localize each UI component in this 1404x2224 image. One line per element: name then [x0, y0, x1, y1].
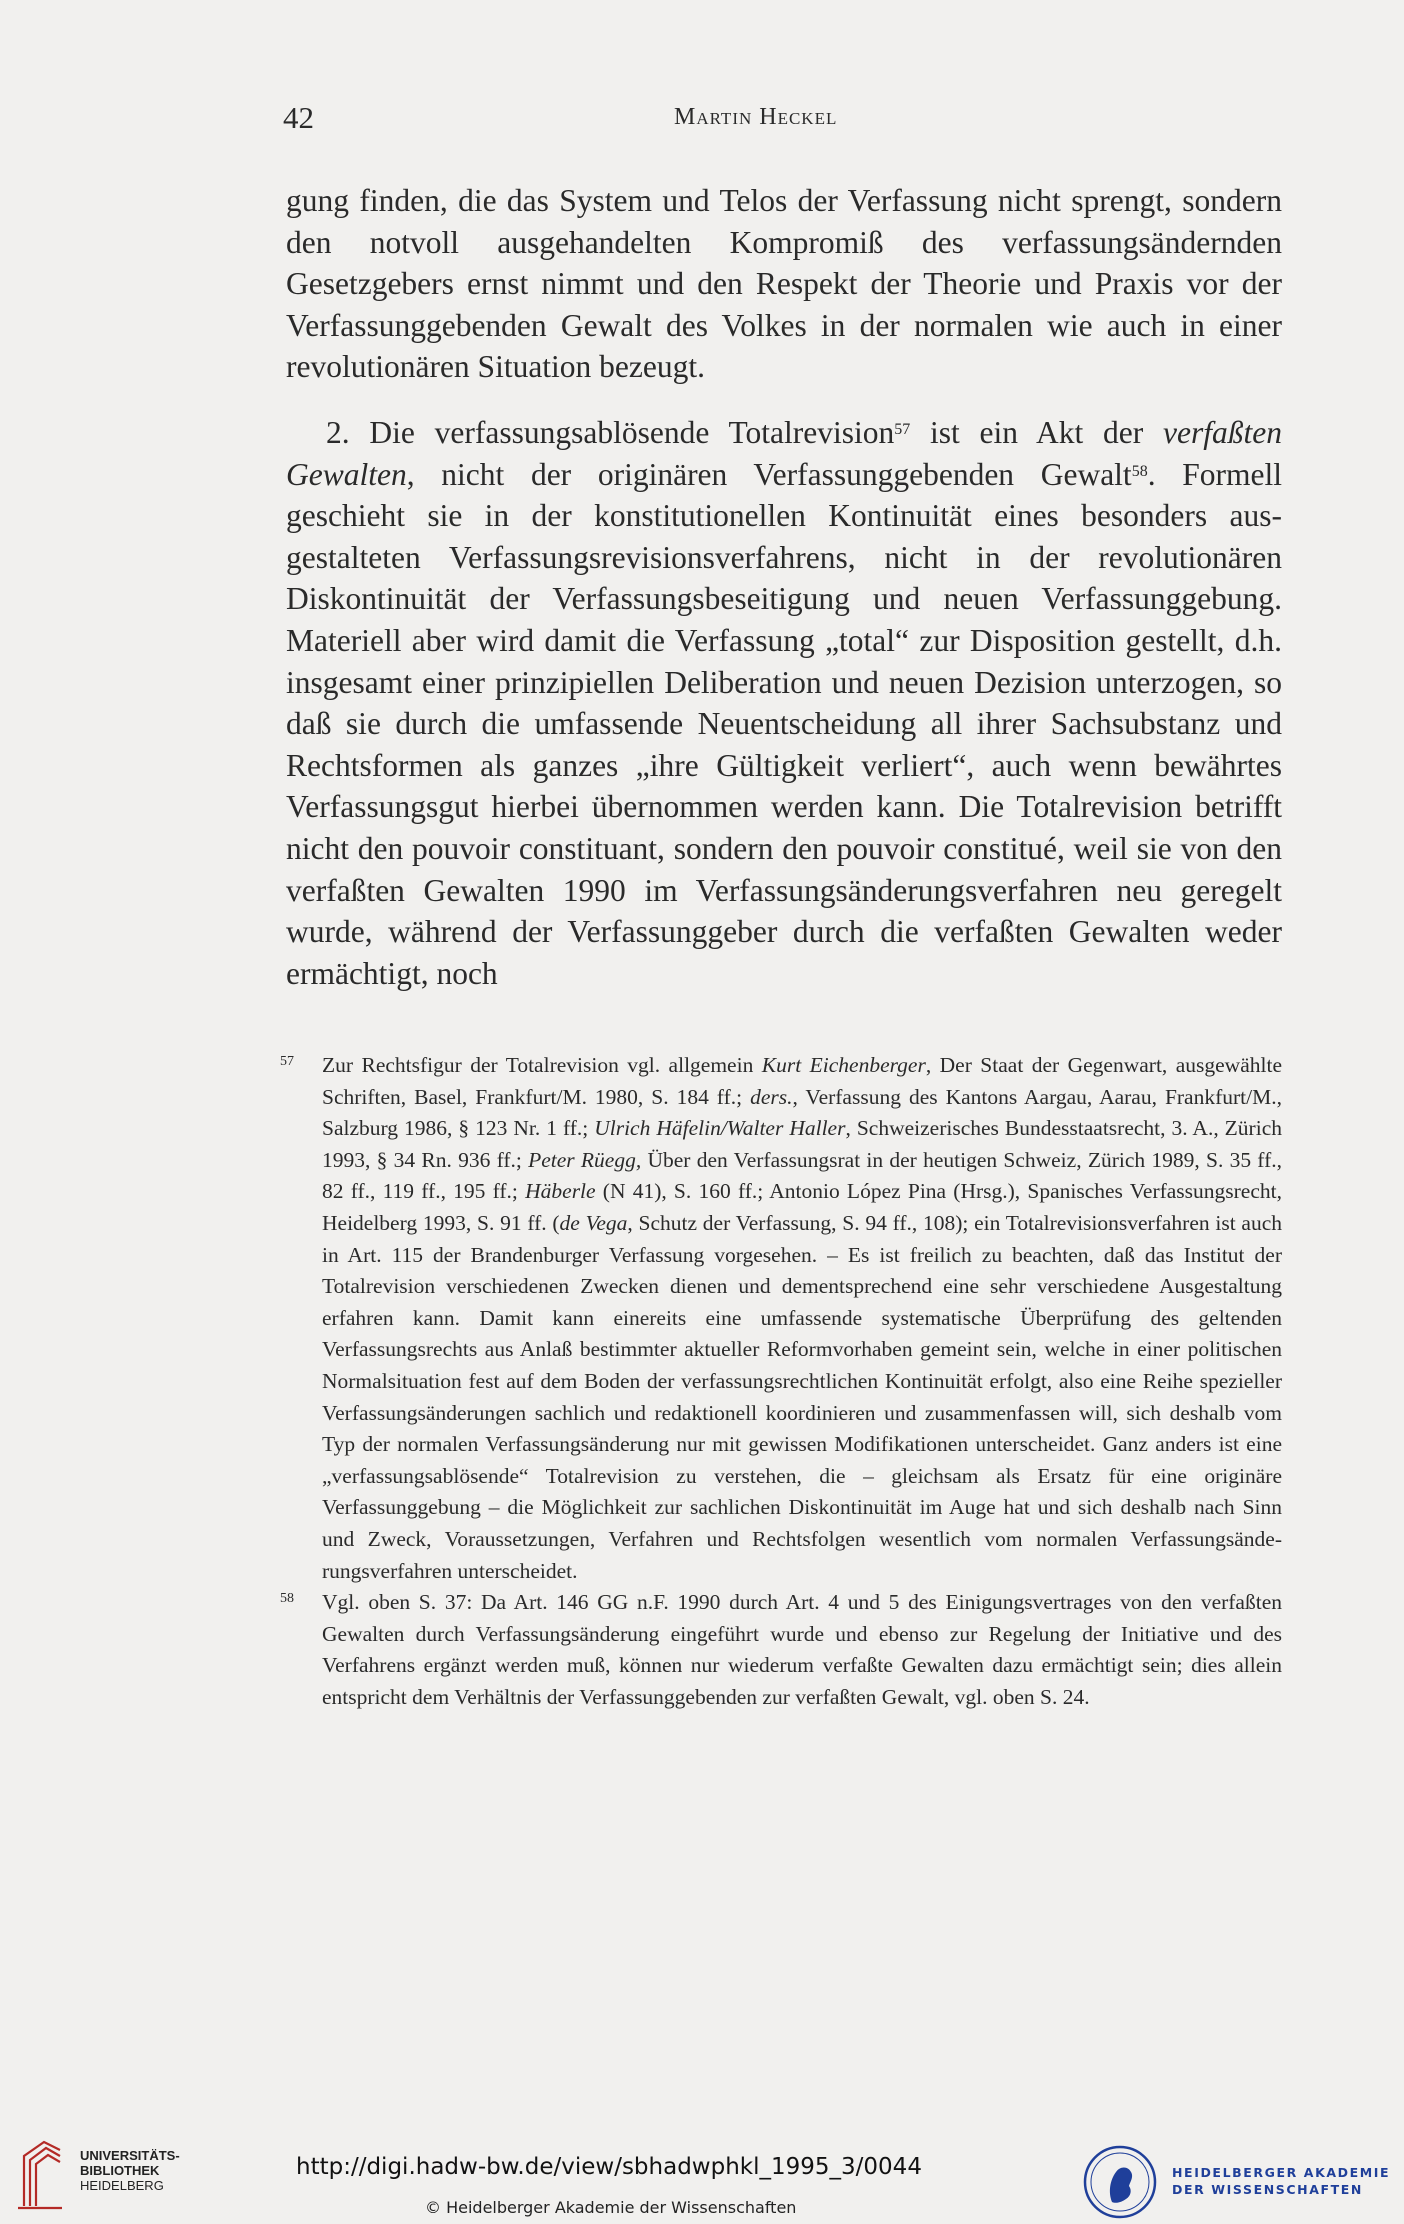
university-library-name [80, 2148, 180, 2193]
library-name-line: HEIDELBERG [80, 2178, 164, 2193]
academy-seal-icon[interactable] [1082, 2144, 1158, 2220]
page-header [283, 100, 1283, 144]
footnote-58-text: Vgl. oben S. 37: Da Art. 146 GG n.F. 1990 durch Art. 4 und 5 des Einigungsvertrages von den verfaßten Gewalten durch Verfassungsänderung eingeführt wurde und ebenso zur Regelung der Initiative und des Verfahrens ergänzt werden muß, können nur wiederum verfaßte Gewalten dazu ermächtigt sein; dies allein entspricht dem Verhältnis der Verfassunggebenden zur verfaßten Gewalt, vgl. oben S. 24. [322, 1590, 1282, 1709]
digitization-footer [0, 2126, 1404, 2224]
academy-name-line: DER WISSENSCHAFTEN [1172, 2182, 1363, 2197]
library-name-line: BIBLIOTHEK [80, 2163, 160, 2178]
footnote-57-author: Ulrich Häfelin/Walter Haller [594, 1116, 846, 1141]
footnote-ref-57[interactable]: 57 [894, 420, 911, 438]
footnote-57-text: Zur Rechtsfigur der Totalrevision vgl. allgemein [322, 1053, 762, 1077]
footnote-57-author: Peter Rüegg, [528, 1147, 642, 1172]
footnote-57-text: , Verfassung des Kantons Aargau, Aarau, Frankfurt/M., Salzburg 1986, § 123 Nr. 1 ff.; [322, 1084, 1282, 1141]
academy-name-line: HEIDELBERGER AKADEMIE [1172, 2165, 1391, 2180]
footnote-57-text: , Der Staat der Gegenwart, ausgewählte Schriften, Basel, Frankfurt/M. 1980, S. 184 ff.; [322, 1053, 1282, 1109]
paragraph-1: gung finden, die das System und Telos der Verfassung nicht sprengt, sondern den notvoll ausgehandelten Kompromiß des verfassungsändernden Gesetzgebers ernst nimmt und den Respekt der Theorie und Praxis vor der Verfassunggebenden Gewalt des Volkes in der normalen wie auch in einer revolutionären Situation bezeugt. [286, 183, 1282, 385]
footnote-57-text: Über den Verfassungsrat in der heutigen Schweiz, Zürich 1989, S. 35 ff., 82 ff., 119 ff., 195 ff.; [322, 1147, 1282, 1204]
footnote-57 [280, 1050, 1282, 1587]
running-head: Martin Heckel [674, 104, 838, 130]
footnote-57-author: de Vega [559, 1210, 628, 1235]
footnote-57-author: Häberle [525, 1179, 596, 1204]
paragraph-2 [286, 412, 1282, 994]
paragraph-2-part-a: 2. Die verfassungsablösende Totalrevision [326, 414, 895, 450]
page-number: 42 [283, 100, 314, 135]
paragraph-2-italic: verfaßten Gewalten [286, 414, 1282, 492]
footnote-ref-58[interactable]: 58 [1131, 462, 1148, 480]
library-name-line: UNIVERSITÄTS- [80, 2148, 180, 2163]
academy-name [1172, 2164, 1390, 2198]
footnote-58-mark: 58 [280, 1591, 294, 1607]
university-library-logo-icon[interactable] [14, 2136, 66, 2212]
paragraph-2-part-c: , nicht der originären Verfassunggebenden Gewalt [406, 456, 1132, 492]
paragraph-2-part-b: ist ein Akt der [910, 414, 1164, 450]
footnote-57-text: (N 41), S. 160 ff.; Antonio López Pina (Hrsg.), Spanisches Verfassungsrecht, Heidelberg 1993, S. 91 ff. ( [322, 1179, 1282, 1235]
paragraph-2-part-d: . Formell geschieht sie in der konstitutionellen Kontinuität eines besonders ausgestalteten Verfassungsrevisionsverfahrens, nicht in der revolutionären Diskontinuität der Verfassungsbeseitigung und neuen Verfassunggebung. Materiell aber wird damit die Verfassung „total“ zur Disposition gestellt, d.h. insgesamt einer prinzipiellen Deliberation und neuen Dezision unterzogen, so daß sie durch die umfassende Neuentscheidung all ihrer Sachsubstanz und Rechtsformen als ganzes „ihre Gültigkeit verliert“, auch wenn bewährtes Verfassungsgut hierbei übernommen werden kann. Die Totalrevision betrifft nicht den pouvoir constituant, sondern den pouvoir constitué, weil sie von den verfaßten Gewalten 1990 im Verfassungsänderungsverfahren neu geregelt wurde, während der Verfassunggeber durch die verfaßten Gewalten weder ermächtigt, noch [286, 456, 1282, 991]
source-url-link[interactable]: http://digi.hadw-bw.de/view/sbhadwphkl_1995_3/0044 [296, 2154, 922, 2180]
footnote-57-author: ders. [750, 1084, 793, 1109]
main-text [286, 180, 1282, 994]
footnote-57-text: , Schweizerisches Bundesstaatsrecht, 3. A., Zürich 1993, § 34 Rn. 936 ff.; [322, 1116, 1282, 1172]
footnote-57-author: Kurt Eichenberger [761, 1053, 926, 1077]
footnote-57-text: , Schutz der Verfassung, S. 94 ff., 108); ein Totalrevisionsverfahren ist auch in Art. 115 der Brandenburger Verfassung vorgesehen. – Es ist freilich zu beachten, daß das Institut der Totalrevision verschiedenen Zwecken dienen und dementsprechend eine sehr verschiedene Ausgestaltung erfahren kann. Damit kann einereits eine umfassende systematische Überprüfung des geltenden Verfassungsrechts aus Anlaß bestimmter aktueller Reformvorhaben gemeint sein, welche in einer politischen Normalsituation fest auf dem Boden der verfassungsrechtlichen Kontinuität erfolgt, also eine Reihe spezieller Verfassungsänderungen sachlich und redaktionell koordinieren und zusammenfassen will, sich deshalb vom Typ der normalen Verfassungsänderung nur mit gewissen Modifikationen unterscheidet. Ganz anders ist eine „verfassungsablösende“ Totalrevision zu verstehen, die – gleichsam als Ersatz für eine originäre Verfassunggebung – die Möglichkeit zur sachlichen Diskontinuität im Auge hat und sich deshalb nach Sinn und Zweck, Voraussetzungen, Verfahren und Rechtsfolgen wesentlich vom normalen Verfassungsänderungsverfahren unterscheidet. [322, 1210, 1283, 1583]
footnote-57-mark: 57 [280, 1054, 294, 1069]
copyright-notice: © Heidelberger Akademie der Wissenschaften [425, 2198, 797, 2217]
footnotes [280, 1050, 1282, 1713]
footnote-58 [280, 1587, 1282, 1713]
